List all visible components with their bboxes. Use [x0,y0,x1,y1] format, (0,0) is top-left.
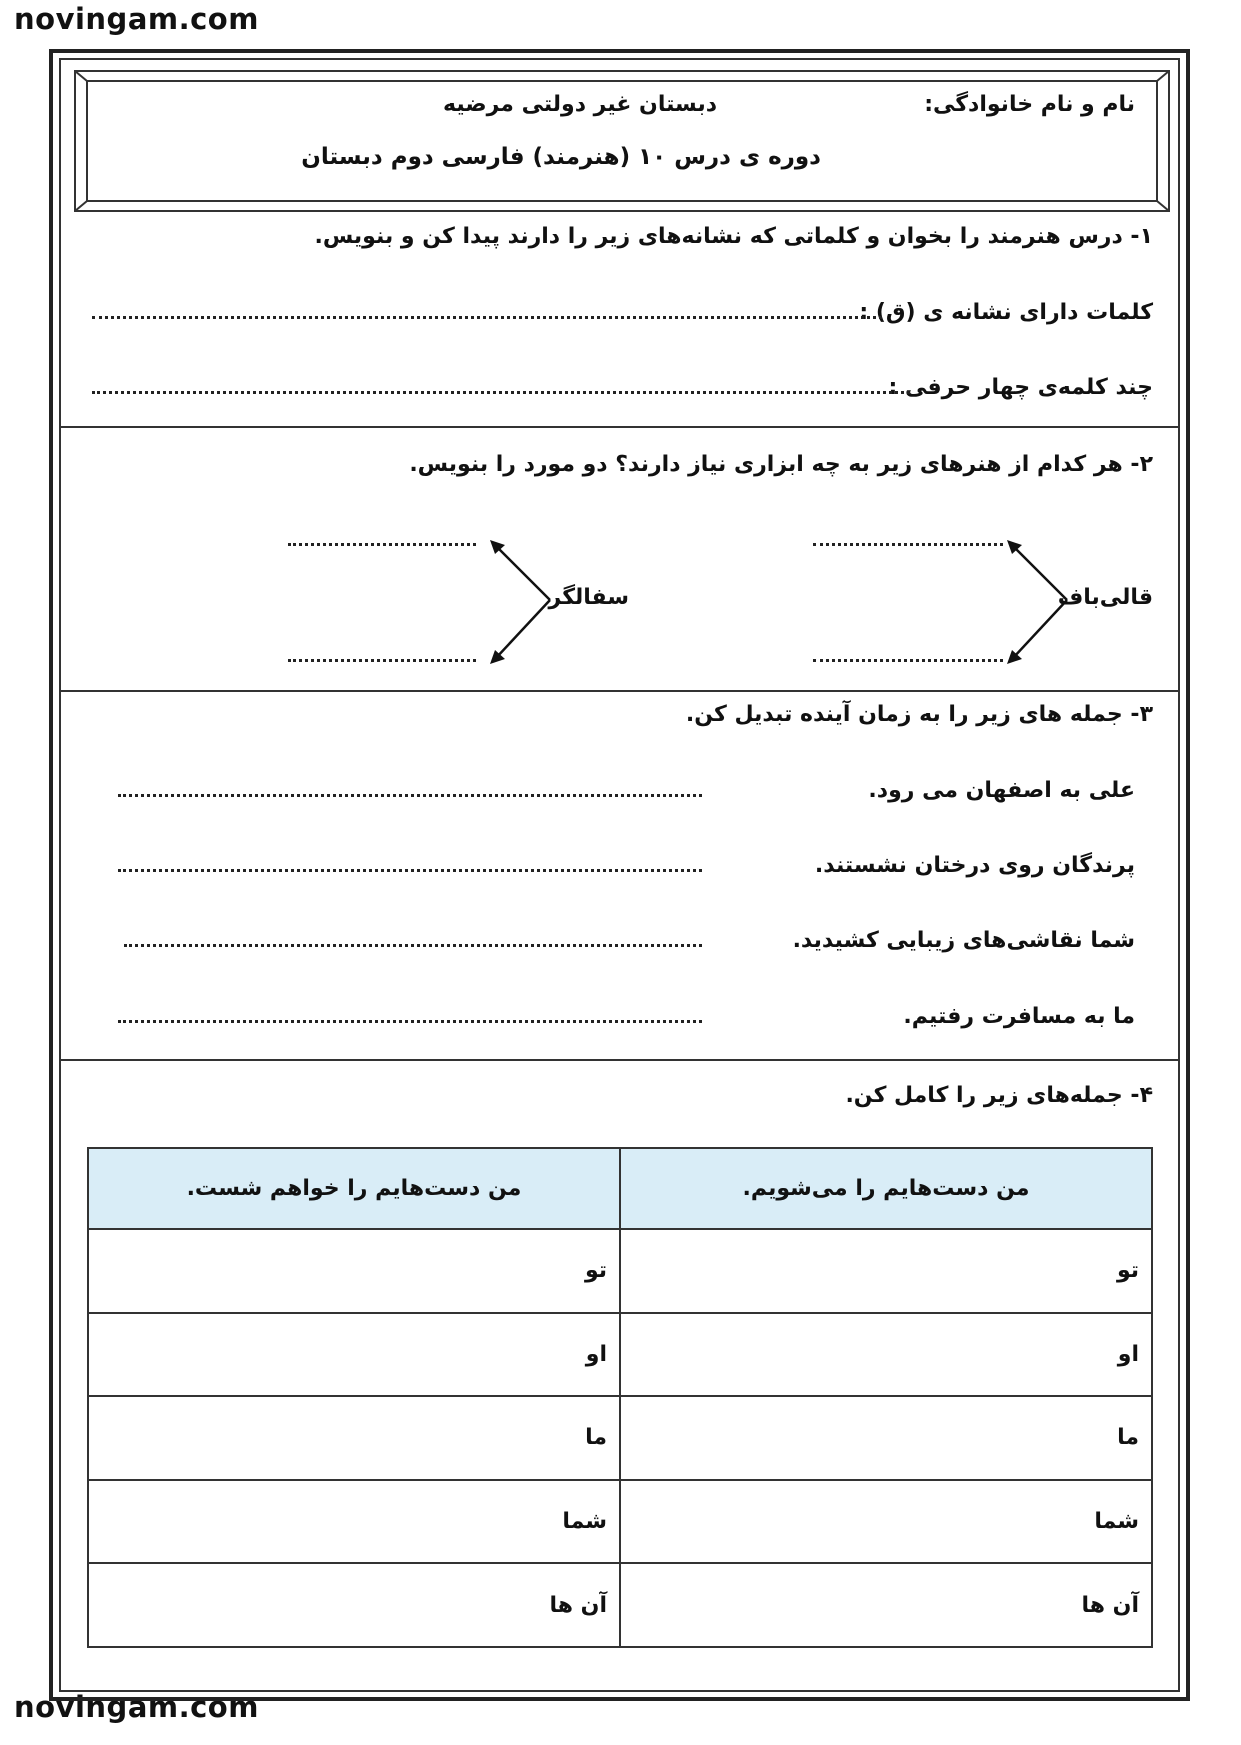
q4-title: ۴- جمله‌های زیر را کامل کن. [845,1083,1153,1108]
q1-title: ۱- درس هنرمند را بخوان و کلماتی که نشانه‌های زیر را دارند پیدا کن و بنویس. [314,224,1153,249]
section-divider-1 [61,426,1178,428]
q4-table-header-row [88,1148,1152,1229]
school-name: دبستان غیر دولتی مرضیه [443,92,717,117]
table-row [88,1563,1152,1647]
q2-item1-answer-bottom[interactable] [813,659,1003,662]
q3-answer-line-2[interactable] [118,869,702,872]
section-divider-3 [61,1059,1178,1061]
q4-cell-present[interactable]: او [620,1313,1152,1397]
q3-answer-line-1[interactable] [118,794,702,797]
q4-table [87,1147,1153,1648]
q2-item2-answer-top[interactable] [288,543,476,546]
q2-item2-arrows [484,538,556,668]
table-row [88,1480,1152,1564]
q1-line2-label: چند کلمه‌ی چهار حرفی : [888,375,1153,400]
q3-sentence-2: پرندگان روی درختان نشستند. [814,853,1135,878]
name-label: نام و نام خانوادگی: [924,92,1135,117]
q4-cell-present[interactable]: شما [620,1480,1152,1564]
q2-title: ۲- هر کدام از هنرهای زیر به چه ابزاری نیاز دارند؟ دو مورد را بنویس. [409,452,1153,477]
q1-answer-line-1[interactable] [92,316,882,319]
q4-header-future: من دست‌هایم را خواهم شست. [88,1148,620,1229]
q2-item1-label: قالی‌باف [1057,585,1153,610]
watermark-bottom: novingam.com [14,1690,259,1724]
q2-item2-label: سفالگر [548,585,629,610]
table-row [88,1396,1152,1480]
worksheet-subtitle: دوره ی درس ۱۰ (هنرمند) فارسی دوم دبستان [301,144,821,170]
section-divider-2 [61,690,1178,692]
q4-cell-future[interactable]: آن ها [88,1563,620,1647]
q4-cell-future[interactable]: تو [88,1229,620,1313]
q3-answer-line-3[interactable] [124,944,702,947]
q3-sentence-4: ما به مسافرت رفتیم. [903,1004,1135,1029]
q2-item1-arrows [1000,538,1072,668]
q1-line1-label: کلمات دارای نشانه ی (ق) : [859,300,1153,325]
q1-answer-line-2[interactable] [92,391,910,394]
table-row [88,1229,1152,1313]
q3-sentence-3: شما نقاشی‌های زیبایی کشیدید. [792,928,1135,953]
q4-cell-future[interactable]: ما [88,1396,620,1480]
q4-cell-future[interactable]: شما [88,1480,620,1564]
q4-cell-present[interactable]: تو [620,1229,1152,1313]
q3-sentence-1: علی به اصفهان می رود. [868,778,1135,803]
q4-cell-present[interactable]: ما [620,1396,1152,1480]
q2-item1-answer-top[interactable] [813,543,1003,546]
q4-header-present: من دست‌هایم را می‌شویم. [620,1148,1152,1229]
q3-title: ۳- جمله های زیر را به زمان آینده تبدیل کن. [685,702,1153,727]
table-row [88,1313,1152,1397]
q4-cell-present[interactable]: آن ها [620,1563,1152,1647]
q3-answer-line-4[interactable] [118,1020,702,1023]
q2-item2-answer-bottom[interactable] [288,659,476,662]
watermark-top: novingam.com [14,2,259,36]
q4-cell-future[interactable]: او [88,1313,620,1397]
